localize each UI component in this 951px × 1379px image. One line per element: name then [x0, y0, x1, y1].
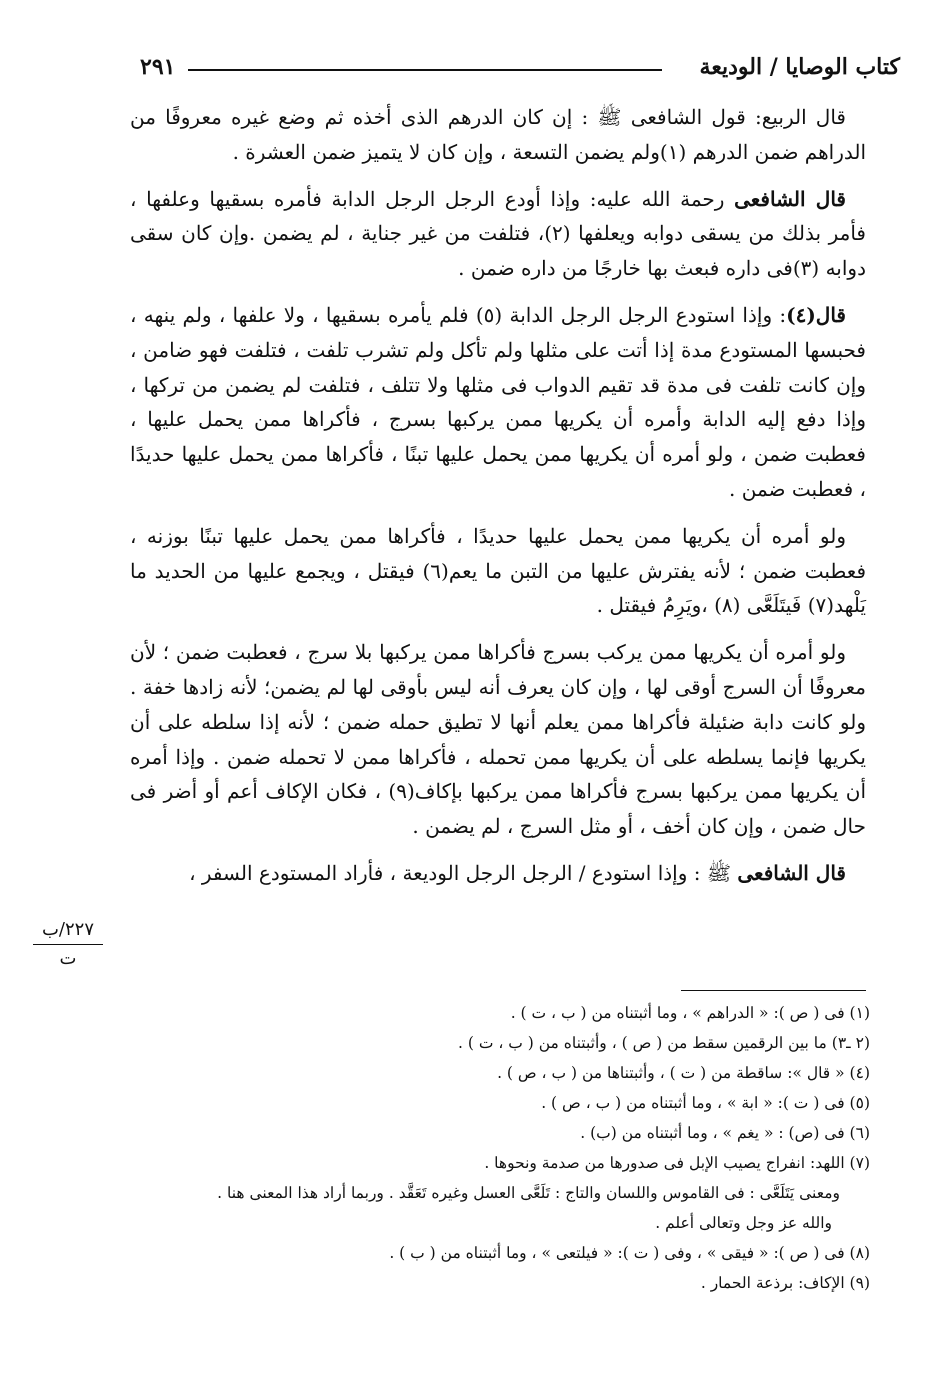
- footnote-1: (١) فى ( ص ): « الدراهم » ، وما أثبتناه من ( ب ، ت ) .: [510, 1004, 870, 1022]
- chapter-title: كتاب الوصايا / الوديعة: [699, 54, 900, 80]
- paragraph-text: : وإذا استودع الرجل الرجل الدابة (٥) فلم يأمره بسقيها ، ولا علفها ، ولم ينهه ، فحبسها المستودع مدة إذا أتت على مثلها ولم تأكل ولم تشرب تلفت ، فتلفت فهو ضامن ، وإن كانت تلفت فى مدة قد تقيم الدواب فى مثلها ولا تتلف ، فتلفت لم يضمن من تركها ، وإذا دفع إليه الدابة وأمره أن يكريها ممن يركبها بسرج ، فأكراها ممن يحمل عليها ، فعطبت ضمن ، ولو أمره أن يكريها ممن يحمل عليها تبنًا ، فأكراها ممن يحمل عليها حديدًا ، فعطبت ضمن .: [130, 302, 866, 501]
- running-header: [130, 52, 900, 92]
- footnote-separator: [681, 990, 866, 991]
- paragraph-5: [130, 635, 866, 844]
- margin-rule: [33, 944, 103, 945]
- paragraph-4: [130, 519, 866, 623]
- paragraph-text: ﷺ : وإذا استودع / الرجل الرجل الوديعة ، فأراد المستودع السفر ،: [189, 860, 738, 885]
- page-number: ٢٩١: [140, 54, 176, 80]
- footnotes: [130, 998, 870, 1298]
- footnote-9: (٩) الإكاف: برذعة الحمار .: [700, 1274, 870, 1292]
- main-text: [130, 100, 866, 903]
- paragraph-text: ولو أمره أن يكريها ممن يحمل عليها حديدًا ، فأكراها ممن يحمل عليها تبنًا بوزنه ، فعطبت ضمن ؛ لأنه يفترش عليها من التبن ما يعم(٦) فيقتل ، ويجمع عليها من الحديد ما يَلْهد(٧) فَيتَلَعَّى (٨) ،ويَرِمُ فيقتل .: [130, 523, 866, 618]
- footnote-7: (٧) اللهد: انفراج يصيب الإبل فى صدورها من صدمة ونحوها .: [484, 1154, 870, 1172]
- folio-number: ٢٢٧/ب: [41, 919, 95, 940]
- footnote-5: (٥) فى ( ت ): « ابة » ، وما أثبتناه من ( ب ، ص ) .: [541, 1094, 870, 1112]
- paragraph-2: [130, 182, 866, 286]
- footnote-6: (٦) فى (ص) : « يغم » ، وما أثبتناه من (ب) .: [580, 1124, 870, 1142]
- paragraph-lead: قال الشافعى: [737, 860, 846, 885]
- footnote-7-continuation: ومعنى يَتَلَعَّى : فى القاموس واللسان والتاج : تَلَعَّى العسل وغيره تَعَقَّد . وربما أراد هذا المعنى هنا .: [217, 1184, 840, 1202]
- footnote-2-3: (٢ ـ٣) ما بين الرقمين سقط من ( ص ) ، وأثبتناه من ( ب ، ت ) .: [457, 1034, 870, 1052]
- paragraph-3: [130, 298, 866, 507]
- paragraph-lead: قال الشافعى: [734, 186, 846, 211]
- paragraph-lead: قال(٤): [786, 302, 846, 327]
- manuscript-siglum: ت: [59, 948, 77, 969]
- paragraph-6: [130, 856, 866, 891]
- paragraph-text: رحمة الله عليه: وإذا أودع الرجل الرجل الدابة فأمره بسقيها وعلفها ، فأمر بذلك من يسقى دوابه ويعلفها (٢)، فتلفت من غير جناية ، لم يضمن .وإن كان سقى دوابه (٣)فى داره فبعث بها خارجًا من داره ضمن .: [130, 186, 866, 281]
- footnote-8: (٨) فى ( ص ): « فيقى » ، وفى ( ت ): « فيلتعى » ، وما أثبتناه من ( ب ) .: [389, 1244, 870, 1262]
- manuscript-folio-note: [28, 918, 108, 971]
- footnote-4: (٤) « قال »: ساقطة من ( ت ) ، وأثبتناها من ( ب ، ص ) .: [497, 1064, 870, 1082]
- header-rule: [188, 69, 662, 71]
- paragraph-text: ولو أمره أن يكريها ممن يركب بسرج فأكراها ممن يركبها بلا سرج ، فعطبت ضمن ؛ لأن معروفًا أن السرج أوقى لها ، وإن كان يعرف أنه ليس بأوقى لها لم يضمن؛ لأنه زادها خفة . ولو كانت دابة ضئيلة فأكراها ممن يعلم أنها لا تطيق حمله ضمن ؛ لأنه إذا سلطه على أن يكريها فإنما يسلطه على أن يكريها ممن تحمله ، فأكراها ممن لا تحمله ضمن . وإذا أمره أن يكريها ممن يركبها بسرج فأكراها ممن يركبها بإكاف(٩) ، فكان الإكاف أعم أو أضر فى حال ضمن ، وإن كان أخف ، أو مثل السرج ، لم يضمن .: [130, 640, 866, 839]
- paragraph-1: [130, 100, 866, 170]
- paragraph-text: قال الربيع: قول الشافعى ﷺ : إن كان الدرهم الذى أخذه ثم وضع غيره معروفًا من الدراهم ضمن الدرهم (١)ولم يضمن التسعة ، وإن كان لا يتميز ضمن العشرة .: [130, 105, 866, 164]
- footnote-7-closing: والله عز وجل وتعالى أعلم .: [655, 1214, 832, 1232]
